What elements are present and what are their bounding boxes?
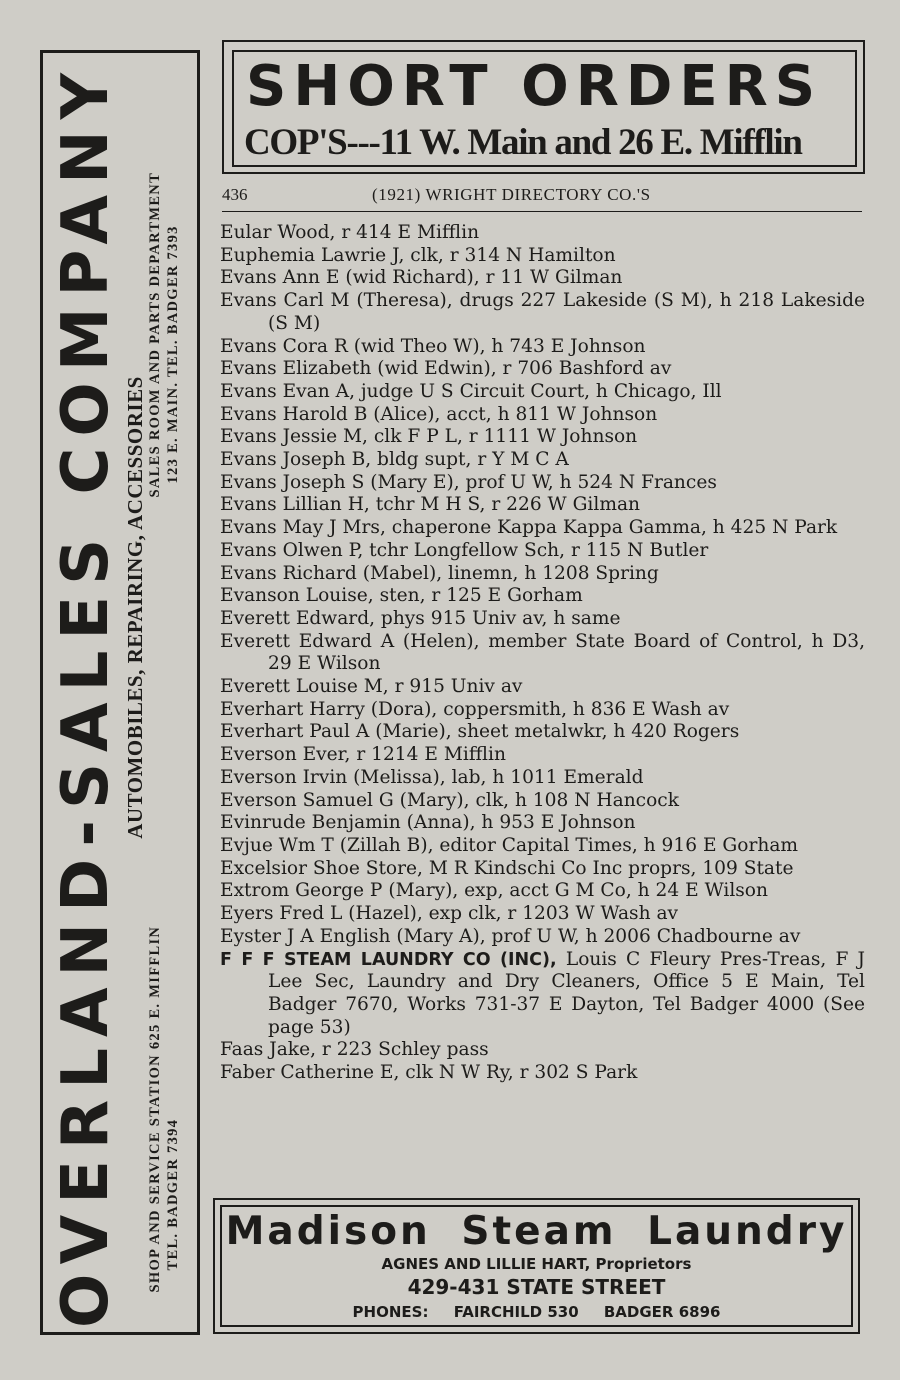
madison-steam-laundry-ad [213, 1198, 860, 1334]
ad-title: Madison Steam Laundry [225, 1209, 848, 1254]
ad-phones-label: PHONES: [352, 1303, 429, 1321]
ad-proprietors: AGNES AND LILLIE HART, Proprietors [381, 1255, 692, 1273]
ad-shop-address: SHOP AND SERVICE STATION 625 E. MIFFLIN [147, 925, 163, 1293]
directory-entry: Evans Joseph B, bldg supt, r Y M C A [220, 449, 569, 471]
directory-entry: Everett Louise M, r 915 Univ av [220, 676, 523, 698]
directory-entry: Everhart Harry (Dora), coppersmith, h 836 E Wash av [220, 698, 730, 720]
madison-ad-frame [220, 1205, 853, 1327]
directory-entry: Excelsior Shoe Store, M R Kindschi Co Inc proprs, 109 State [220, 857, 794, 879]
ad-shop-info [146, 913, 182, 1293]
directory-entry: Euphemia Lawrie J, clk, r 314 N Hamilton [220, 244, 616, 266]
directory-entry: Everhart Paul A (Marie), sheet metalwkr, h 420 Rogers [220, 721, 740, 743]
directory-entry: Eyers Fred L (Hazel), exp clk, r 1203 W Wash av [220, 903, 679, 925]
ad-phone-fairchild: FAIRCHILD 530 [453, 1303, 579, 1321]
directory-entry: Extrom George P (Mary), exp, acct G M Co, h 24 E Wilson [220, 880, 768, 902]
directory-entry: Evans Harold B (Alice), acct, h 811 W Johnson [220, 403, 658, 425]
directory-entry: Evans Carl M (Theresa), drugs 227 Lakeside (S M), h 218 Lakeside (S M) [220, 290, 865, 334]
overland-sales-ad [40, 50, 200, 1335]
ad-phones [222, 1303, 851, 1321]
laundry-entry [220, 949, 865, 1040]
ad-sales-address: 123 E. MAIN. TEL. BADGER 7393 [165, 225, 181, 484]
directory-entry: Evans Jessie M, clk F P L, r 1111 W Johnson [220, 426, 638, 448]
laundry-entry-name: F F F STEAM LAUNDRY CO (INC), [220, 949, 557, 970]
directory-entry: Evjue Wm T (Zillah B), editor Capital Times, h 916 E Gorham [220, 834, 799, 856]
ad-title: SHORT ORDERS [246, 54, 823, 119]
directory-entry: Everson Ever, r 1214 E Mifflin [220, 744, 506, 766]
directory-entry: Evans Richard (Mabel), linemn, h 1208 Spring [220, 562, 659, 584]
directory-entry: Evans Elizabeth (wid Edwin), r 706 Bashford av [220, 358, 672, 380]
directory-entry: Evans Ann E (wid Richard), r 11 W Gilman [220, 267, 623, 289]
entries-group [220, 222, 865, 949]
directory-entry: Evans Olwen P, tchr Longfellow Sch, r 115 N Butler [220, 539, 709, 561]
entries-group-after [220, 1039, 865, 1084]
directory-entry: Evans Lillian H, tchr M H S, r 226 W Gilman [220, 494, 641, 516]
page-number: 436 [222, 185, 248, 204]
directory-entry: Evanson Louise, sten, r 125 E Gorham [220, 585, 583, 607]
ad-phone-badger: BADGER 6896 [603, 1303, 721, 1321]
directory-entry: Everett Edward A (Helen), member State Board of Control, h D3, 29 E Wilson [220, 630, 865, 675]
running-head: (1921) WRIGHT DIRECTORY CO.'S [372, 185, 651, 204]
ad-subtitle: COP'S---11 W. Main and 26 E. Mifflin [244, 122, 802, 163]
directory-entry: Everson Irvin (Melissa), lab, h 1011 Emerald [220, 766, 644, 788]
directory-entry: Everson Samuel G (Mary), clk, h 108 N Hancock [220, 789, 679, 811]
directory-entry: Evans Evan A, judge U S Circuit Court, h Chicago, Ill [220, 380, 722, 402]
directory-entry: Everett Edward, phys 915 Univ av, h same [220, 607, 621, 629]
directory-entry: Eyster J A English (Mary A), prof U W, h 2006 Chadbourne av [220, 925, 801, 947]
ad-address: 429-431 STATE STREET [407, 1275, 666, 1299]
ad-sales-info [146, 68, 182, 498]
short-orders-ad [222, 40, 865, 174]
laundry-entry-details: Louis C Fleury Pres-Treas, F J Lee Sec, Laundry and Dry Cleaners, Office 5 E Main, Tel Badger 7670, Works 731-37 E Dayton, Tel Badger 4000 (See page 53) [268, 948, 866, 1038]
ad-company-name: OVERLAND-SALES COMPANY [49, 62, 123, 1328]
directory-entry: Evans Joseph S (Mary E), prof U W, h 524 N Frances [220, 471, 717, 493]
ad-shop-phone: TEL. BADGER 7394 [165, 1118, 181, 1271]
ad-sales-room: SALES ROOM AND PARTS DEPARTMENT [147, 171, 163, 498]
directory-entry: Eular Wood, r 414 E Mifflin [220, 222, 480, 243]
overland-sales-ad-rotated [43, 53, 203, 1338]
ad-services: AUTOMOBILES, REPAIRING, ACCESSORIES [123, 376, 147, 839]
directory-entry: Faas Jake, r 223 Schley pass [220, 1039, 489, 1061]
directory-listings [220, 222, 865, 1085]
directory-entry: Faber Catherine E, clk N W Ry, r 302 S Park [220, 1062, 638, 1084]
short-orders-ad-frame [232, 50, 857, 167]
directory-entry: Evinrude Benjamin (Anna), h 953 E Johnson [220, 812, 636, 834]
directory-entry: Evans Cora R (wid Theo W), h 743 E Johnson [220, 335, 646, 357]
directory-entry: Evans May J Mrs, chaperone Kappa Kappa Gamma, h 425 N Park [220, 517, 838, 539]
page-header [222, 185, 862, 212]
